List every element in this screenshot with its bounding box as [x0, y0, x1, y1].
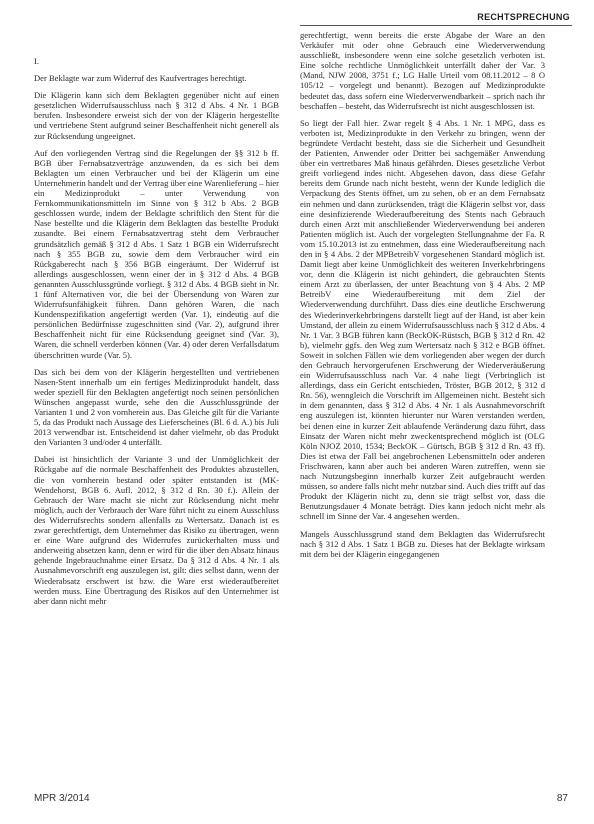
section-header: RECHTSPRECHUNG: [477, 12, 570, 22]
page-number: 87: [556, 793, 568, 804]
paragraph: gerechtfertigt, wenn bereits die erste Abgabe der Ware an den Verkäufer mit oder ohne Gebrauch eine Wiederverwendung ausschließt, insbesondere wenn eine solche gesetzlich verboten ist. Eine solche rechtliche Unmöglichkeit unterfällt daher der Var. 3 (Mand, NJW 2008, 3751 f.; LG Halle Urteil vom 08.11.2012 – 8 O 105/12 – vorgelegt und benannt). Bezogen auf Medizinprodukte bedeutet das, dass sofern eine Wiederverwendbarkeit – sprich nach ihr beschaffen – besteht, das Widerrufsrecht ist nicht ausgeschlossen ist.: [300, 30, 545, 111]
paragraph: Dabei ist hinsichtlich der Variante 3 und der Unmöglichkeit der Rückgabe auf die normale Beschaffenheit des Produktes abzustellen, die von vornherein bestand oder später entstanden ist (MK-Wendehorst, BGB 6. Aufl. 2012, § 312 d Rn. 30 f.). Allein der Gebrauch der Ware macht sie nicht zur Rücksendung nicht mehr möglich, auch der Verbrauch der Ware führt nicht zu einem Ausschluss des Widerrufsrechts sondern allenfalls zu Wertersatz. Danach ist es zwar gerechtfertigt, dem Unternehmer das Risiko zu übertragen, wenn er eine Ware aufgrund des Widerrufes zurückerhalten muss und anderweitig absetzen kann, denn er wird für die über den Absatz hinaus gehende Ingebrauchnahme einer Ersatz. Da § 312 d Abs. 4 Nr. 1 als Ausnahmevorschrift eng auszulegen ist, gilt: dies selbst dann, wenn der Wiederabsatz erschwert ist bzw. die Ware erst wiederaufbereitet werden muss. Eine Übertragung des Risikos auf den Unternehmer ist aber dann nicht mehr: [34, 454, 279, 606]
section-number: I.: [34, 56, 39, 66]
paragraph: Das sich bei dem von der Klägerin hergestellten und vertriebenen Nasen-Stent innerhalb um ein fertiges Medizinprodukt handelt, dass weder speziell für den Beklagten angefertigt noch seinen persönlichen Wünschen angepasst wurde, sehe den die Ausschlussgründe der Varianten 1 und 2 von vornherein aus. Das Gleiche gilt für die Variante 5, da das Produkt nach Aussage des Lieferscheines (Bl. 6 d. A.) bis Juli 2013 verwendbar ist. Entscheidend ist daher vielmehr, ob das Produkt den Varianten 3 und/oder 4 unterfällt.: [34, 366, 279, 448]
journal-footer: MPR 3/2014: [34, 793, 90, 804]
paragraph: So liegt der Fall hier. Zwar regelt § 4 Abs. 1 Nr. 1 MPG, dass es verboten ist, Medizinprodukte in den Verkehr zu bringen, wenn der begründete Verdacht besteht, dass sie die Sicherheit und Gesundheit der Patienten, Anwender oder Dritter bei sachgemäßer Anwendung über ein vertretbares Maß hinaus gefährden. Dieses gesetzliche Verbot greift vorliegend indes nicht. Abgesehen davon, dass diese Gefahr bereits dem Grunde nach nicht besteht, wenn der Kunde lediglich die Verpackung des Stents öffnet, um zu sehen, ob er an dem Fernabsatz ein nehmen und dann zurücksenden, trägt die Klägerin selbst vor, dass eine desinfizierende Wiederaufbereitung des Stents nach Gebrauch durch einen Arzt mit anschließender Wiederverwendung bei anderen Patienten möglich ist. Auch der vorgelegten Stellungnahme der Fa. R vom 15.10.2013 ist zu entnehmen, dass eine Wiederaufbereitung nach den in § 4 Abs. 2 der MPBetreibV vorgesehenen Standard möglich ist. Damit liegt aber keine Unmöglichkeit des weiteren Inverkehrbringens vor, denn die Klägerin ist nicht gehindert, die gebrauchten Stents einem Arzt zu überlassen, der unter Beachtung von § 4 Abs. 2 MP BetreibV eine Wiederaufbereitung mit dem Ziel der Wiederverwendung durchführt. Dass dies eine deutliche Erschwerung des Wiederinverkehrbringens darstellt liegt auf der Hand, ist aber kein Umstand, der allein zu einem Widerrufsausschluss nach § 312 d Abs. 4 Nr. 1 Var. 3 BGB führen kann (BeckOK-Rüstsch, BGB § 312 d Rn. 42 b), vielmehr ggfs. den Weg zum Wertersatz nach § 312 e BGB öffnet. Soweit in solchen Fällen wie dem vorliegenden aber wegen der durch den Gebrauch hervorgerufenen Erschwerung der Wiederveräußerung ein Widerrufsausschluss nach Var. 4 nahe liegt (Verbringlich ist allerdings, dass ein Gericht entschieden, Tröster, BGB 2012, § 312 d Rn. 56), wenngleich die Vorschrift im Allgemeinen nicht. Besteht sich in dem genannten, dass § 312 d Abs. 4 Nr. 1 als Ausnahmevorschrift eng auszulegen ist, könnten hierunter nur Waren verstanden werden, bei denen eine in kurzer Zeit ablaufende Veränderung dazu führt, dass Einsatz der Waren nicht mehr zweckentsprechend möglich ist (OLG Köln NJOZ 2010, 1534; BeckOK – Gürtsch, BGB § 312 d Rn. 43 ff). Dies ist etwa der Fall bei angebrochenen Lebensmitteln oder anderen Frischwaren, kann aber auch bei anderen Waren zutreffen, wenn sie nach Nutzungsbeginn innerhalb kurzer Zeit aufgebraucht werden müssen, so andere falls nicht mehr nutzbar sind. Auch dies trifft auf das Produkt der Klägerin nicht zu, denn sie trägt selbst vor, dass die Benutzungsdauer 4 Monate beträgt. Dies kann jedoch nicht mehr als schnell im Sinne der Var. 4 angesehen werden.: [300, 117, 545, 522]
paragraph: Mangels Ausschlussgrund stand dem Beklagten das Widerrufsrecht nach § 312 d Abs. 1 Satz 1 BGB zu. Dieses hat der Beklagte wirksam mit dem bei der Klägerin eingegangenen: [300, 528, 545, 559]
paragraph: Die Klägerin kann sich dem Beklagten gegenüber nicht auf einen gesetzlichen Widerrufsausschluss nach § 312 d Abs. 4 Nr. 1 BGB berufen. Insbesondere erweist sich der von der Klägerin hergestellte und vertriebene Stent aufgrund seiner Beschaffenheit nicht generell als zur Rücksendung ungeeignet.: [34, 90, 279, 141]
header-rule: [300, 25, 572, 26]
paragraph: Auf den vorliegenden Vertrag sind die Regelungen der §§ 312 b ff. BGB über Fernabsatzverträge anzuwenden, da es sich bei dem Beklagten um einen Verbraucher und bei der Klägerin um eine Unternehmerin handelt und der Vertrag über eine Warenlieferung – hier ein Medizinprodukt – unter Verwendung von Fernkommunikationsmitteln im Sinne von § 312 b Abs. 2 BGB geschlossen wurde, indem der Beklagte schriftlich den Stent für die Nase bestellte und die Klägerin dem Beklagten das bestellte Produkt zusandte. Bei einem Fernabsatzvertrag steht dem Verbraucher grundsätzlich gemäß § 312 d Abs. 1 Satz 1 BGB ein Widerrufsrecht nach § 355 BGB zu, sowie dem dem Verbraucher wird ein Rückgaberecht nach § 356 BGB eingeräumt. Der Widerruf ist allerdings ausgeschlossen, wenn einer der in § 312 d Abs. 4 BGB genannten Ausschlussgründe vorliegt. § 312 d Abs. 4 BGB sieht in Nr. 1 fünf Alternativen vor, die bei der Übersendung von Waren zur Widerrufsunfähigkeit führen. Dann gehören Waren, die nach Kundenspezifikation angefertigt werden (Var. 1), eindeutig auf die persönlichen Bedürfnisse zugeschnitten sind (Var. 2), aufgrund ihrer Beschaffenheit nicht für eine Rücksendung geeignet sind (Var. 3), Waren, die schnell verderben können (Var. 4) oder deren Verfallsdatum überschritten wurde (Var. 5).: [34, 147, 279, 360]
paragraph: Der Beklagte war zum Widerruf des Kaufvertrages berechtigt.: [34, 73, 247, 84]
left-column: [34, 56, 279, 613]
right-column: [300, 30, 545, 566]
